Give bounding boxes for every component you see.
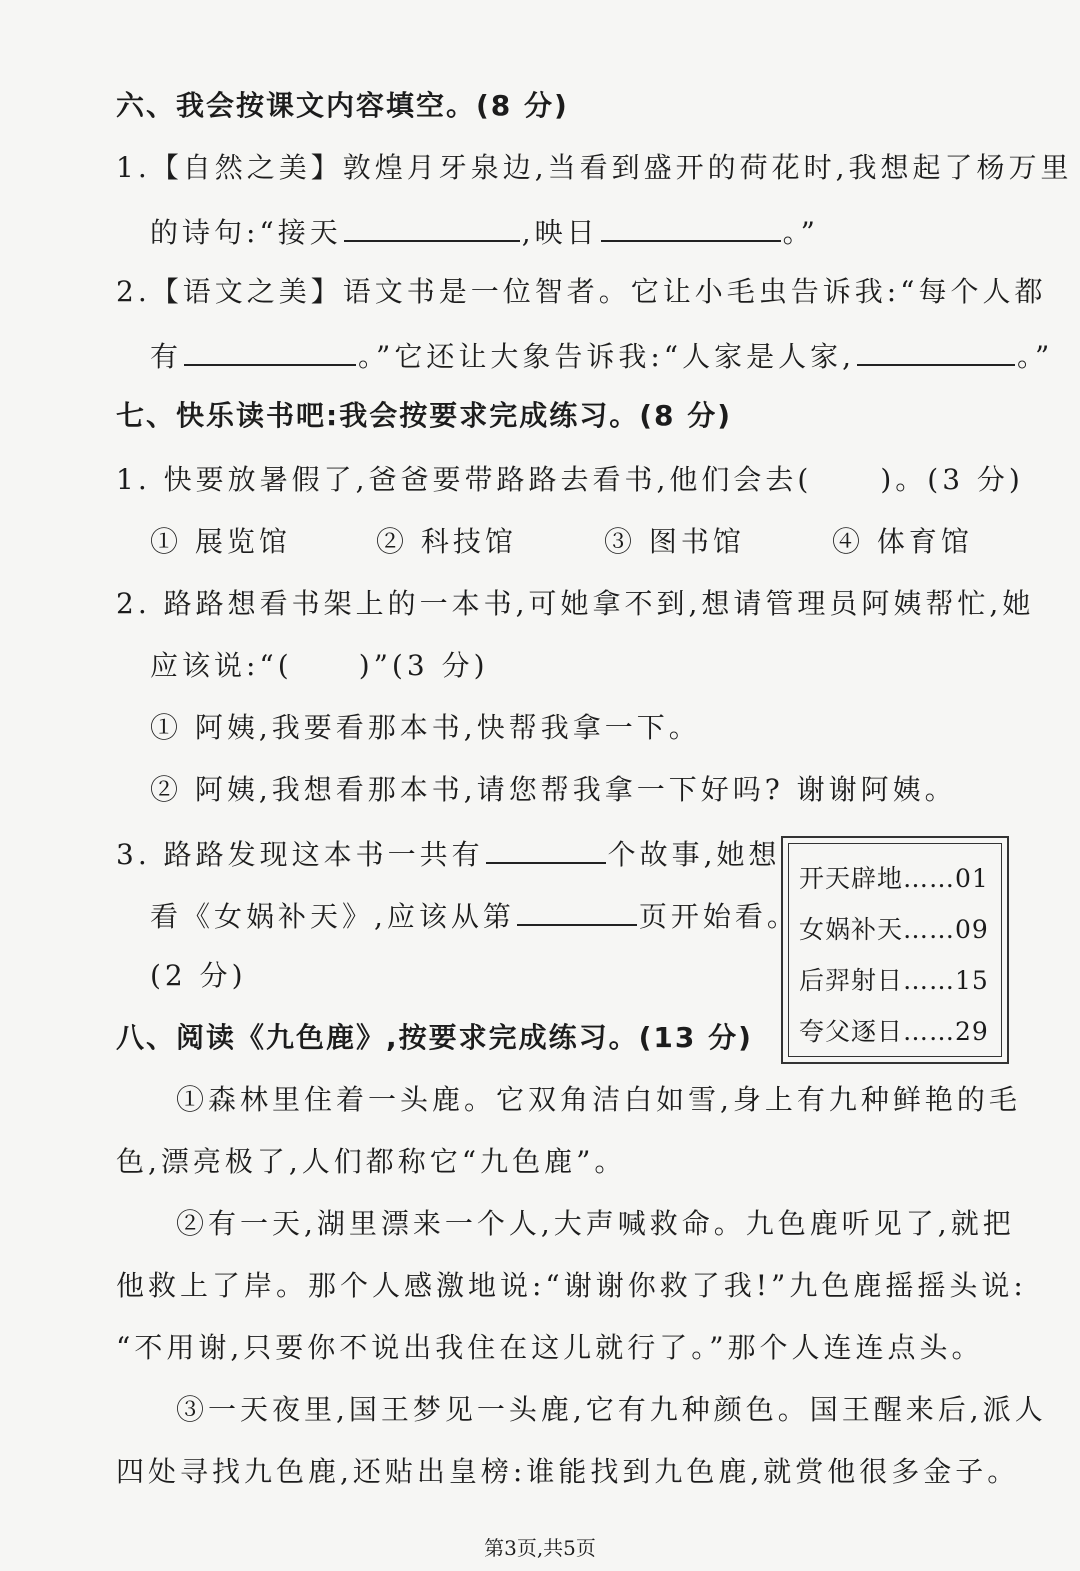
sec7-q3-text-a: 3. 路路发现这本书一共有 [116, 838, 484, 871]
sec7-q3-text-b: 个故事,她想 [607, 838, 781, 871]
toc-page: ……01 [903, 864, 989, 893]
passage-para-1-line2: 色,漂亮极了,人们都称它“九色鹿”。 [116, 1145, 627, 1178]
toc-title: 夸父逐日 [799, 1017, 904, 1046]
sec6-q1-text-a: 的诗句:“接天 [150, 216, 342, 249]
sec7-q3-text-d: 页开始看。 [638, 900, 799, 933]
answer-blank[interactable] [344, 210, 520, 242]
sec7-q3-line1 [116, 832, 781, 875]
answer-blank[interactable] [517, 894, 637, 926]
sec6-q2-text-b: 。”它还让大象告诉我:“人家是人家, [358, 340, 855, 373]
sec7-q1-option-1: ① 展览馆 [150, 525, 291, 558]
answer-blank[interactable] [857, 334, 1015, 366]
answer-blank[interactable] [601, 210, 781, 242]
sec7-q1-option-3: ③ 图书馆 [604, 525, 745, 558]
answer-blank[interactable] [184, 334, 356, 366]
toc-row [799, 964, 993, 998]
section-7-title: 七、快乐读书吧:我会按要求完成练习。(8 分) [116, 399, 733, 432]
section-6-title: 六、我会按课文内容填空。(8 分) [116, 89, 569, 122]
sec7-q1-text-b: )。(3 分) [880, 463, 1024, 496]
passage-para-2-line1: ②有一天,湖里漂来一个人,大声喊救命。九色鹿听见了,就把 [176, 1207, 1015, 1240]
passage-para-2-line2: 他救上了岸。那个人感激地说:“谢谢你救了我!”九色鹿摇摇头说: [116, 1269, 1027, 1302]
toc-inner-border [788, 843, 1002, 1057]
sec7-q3-text-c: 看《女娲补天》,应该从第 [150, 900, 515, 933]
toc-row [799, 913, 993, 947]
table-of-contents-box [781, 836, 1009, 1064]
toc-title: 女娲补天 [799, 915, 904, 944]
sec7-q1-option-4: ④ 体育馆 [832, 525, 973, 558]
sec7-q2-text-a: 应该说:“( [150, 649, 293, 682]
toc-row [799, 1015, 993, 1049]
sec7-q2-option-1: ① 阿姨,我要看那本书,快帮我拿一下。 [150, 711, 701, 744]
toc-title: 后羿射日 [799, 966, 904, 995]
sec6-q2-line2 [150, 334, 1053, 377]
section-8-title: 八、阅读《九色鹿》,按要求完成练习。(13 分) [116, 1021, 753, 1054]
sec6-q1-line2 [150, 210, 819, 253]
toc-page: ……29 [903, 1017, 989, 1046]
answer-blank[interactable] [486, 832, 606, 864]
passage-para-3-line2: 四处寻找九色鹿,还贴出皇榜:谁能找到九色鹿,就赏他很多金子。 [116, 1455, 1020, 1488]
sec7-q2-line2 [150, 646, 489, 686]
toc-page: ……15 [903, 966, 989, 995]
sec6-q1-text-b: ,映日 [521, 216, 599, 249]
passage-para-3-line1: ③一天夜里,国王梦见一头鹿,它有九种颜色。国王醒来后,派人 [176, 1393, 1047, 1426]
toc-title: 开天辟地 [799, 864, 904, 893]
sec6-q1-line1: 1.【自然之美】敦煌月牙泉边,当看到盛开的荷花时,我想起了杨万里 [116, 151, 1073, 184]
sec7-q2-option-2: ② 阿姨,我想看那本书,请您帮我拿一下好吗? 谢谢阿姨。 [150, 773, 957, 806]
sec7-q2-text-b: )”(3 分) [358, 649, 489, 682]
sec7-q2-line1: 2. 路路想看书架上的一本书,可她拿不到,想请管理员阿姨帮忙,她 [116, 587, 1035, 620]
sec7-q1-option-2: ② 科技馆 [376, 525, 517, 558]
sec6-q1-text-c: 。” [782, 216, 819, 249]
sec7-q1-line1 [116, 460, 1024, 500]
passage-para-1-line1: ①森林里住着一头鹿。它双角洁白如雪,身上有九种鲜艳的毛 [176, 1083, 1021, 1116]
sec6-q2-text-a: 有 [150, 340, 183, 373]
toc-row [799, 862, 993, 896]
sec7-q1-text-a: 1. 快要放暑假了,爸爸要带路路去看书,他们会去( [116, 463, 813, 496]
sec6-q2-text-c: 。” [1016, 340, 1054, 373]
sec6-q2-line1: 2.【语文之美】语文书是一位智者。它让小毛虫告诉我:“每个人都 [116, 275, 1047, 308]
toc-page: ……09 [903, 915, 989, 944]
sec7-q3-line2 [150, 894, 799, 937]
sec7-q3-score: (2 分) [150, 959, 247, 992]
page-footer: 第3页,共5页 [484, 1536, 596, 1560]
passage-para-2-line3: “不用谢,只要你不说出我住在这儿就行了。”那个人连连点头。 [116, 1331, 984, 1364]
